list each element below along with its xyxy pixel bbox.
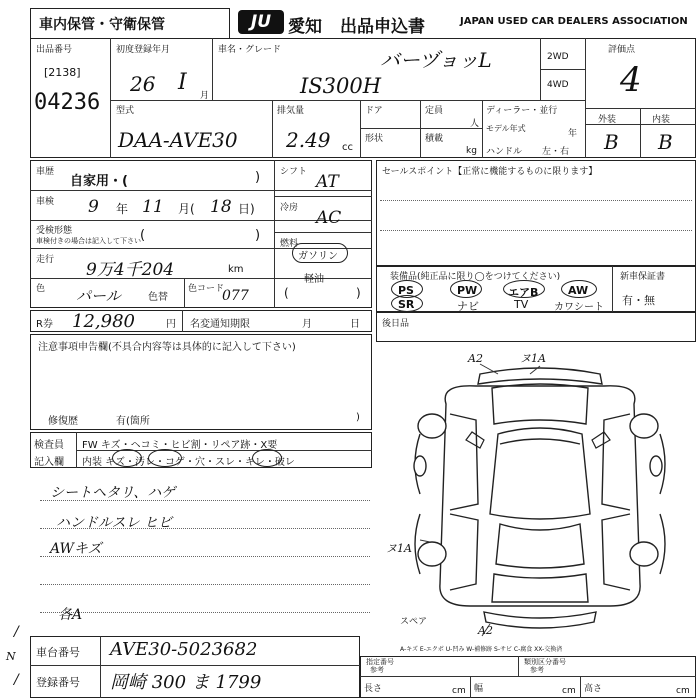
lot-number: 04236 — [34, 90, 101, 115]
side-mark-slash2: / — [14, 672, 19, 688]
inspection-day: 18 — [210, 197, 232, 217]
header-prefecture: 愛知 — [288, 17, 322, 37]
color-code: 077 — [222, 288, 249, 304]
receive-label: 受検形態 — [36, 226, 73, 236]
registration-month-unit: 月 — [200, 91, 210, 101]
page-title: 出品申込書 — [340, 17, 425, 37]
receive-sub: 車検付きの場合は記入して下さい — [36, 237, 141, 245]
history-label: 車歴 — [36, 167, 55, 177]
inspection-label: 車検 — [36, 197, 55, 207]
inspector-circle-1 — [112, 449, 142, 467]
fuel-close: ) — [356, 286, 361, 300]
history-value: 自家用・( — [70, 174, 128, 189]
score-int-label: 内装 — [652, 115, 671, 125]
door-shape: 形状 — [365, 134, 384, 144]
score-value: 4 — [620, 60, 642, 100]
side-mark-slash1: / — [14, 624, 19, 640]
score-int: B — [658, 130, 673, 154]
inspection-y: 年 — [116, 202, 129, 216]
inspector-row2: 内装 キズ・汚レ・コゲ・穴・スレ・キレ・破レ — [82, 457, 295, 468]
diagram-u1a-left: ヌ1A — [386, 542, 412, 555]
color-value: パール — [76, 287, 121, 305]
inspector-row1: FW キズ・ヘコミ・ヒビ割・リペア跡・X要 — [82, 440, 278, 451]
score-ext: B — [604, 130, 619, 154]
note-3: AWキズ — [50, 541, 102, 557]
displacement-unit: cc — [342, 142, 353, 153]
notice-day: 日 — [350, 319, 360, 330]
lot-label: 出品番号 — [36, 45, 73, 55]
mileage-value: 9万4千204 — [86, 260, 175, 280]
spec-length-unit: cm — [452, 686, 466, 696]
model-year-label: モデル年式 — [486, 124, 526, 133]
chassis-value: AVE30-5023682 — [110, 639, 258, 660]
chassis-label: 車台番号 — [36, 646, 80, 659]
fuel-diesel: 軽油 — [304, 274, 324, 285]
inspector-circle-3 — [252, 449, 282, 467]
registration-era: I — [178, 70, 187, 95]
side-mark-n: N — [6, 650, 16, 663]
equip-airbag: エアB — [508, 286, 539, 299]
receive-close: ) — [255, 228, 261, 243]
car-grade: IS300H — [300, 74, 382, 98]
displacement-label: 排気量 — [277, 106, 305, 116]
load-label: 積載 — [425, 134, 444, 144]
equip-pw-circle — [450, 280, 482, 298]
displacement-value: 2.49 — [286, 128, 331, 152]
equip-sr: SR — [398, 298, 415, 311]
mileage-label: 走行 — [36, 255, 55, 265]
spec-label: 指定番号 — [366, 658, 394, 666]
repair-label: 修復歴 — [48, 416, 78, 427]
handle-label: ハンドル — [486, 147, 523, 157]
capacity-unit: 人 — [470, 119, 480, 129]
equip-navi: ナビ — [457, 300, 479, 313]
spec-length: 長さ — [364, 684, 383, 694]
aircon-value: AC — [316, 208, 342, 228]
diagram-legend: A-キズ E-エクボ U-凹み W-補修跡 S-サビ C-腐食 XX-交換済 — [400, 646, 563, 653]
name-label: 車名・グレード — [218, 45, 282, 55]
mileage-unit: km — [228, 264, 244, 275]
after-items-label: 後日品 — [382, 319, 410, 329]
inspection-d: 日) — [238, 202, 255, 216]
car-damage-diagram — [380, 344, 696, 644]
handle-lr: 左・右 — [542, 147, 570, 157]
storage-tab-text: 車内保管・守衛保管 — [39, 17, 165, 33]
fuel-label: 燃料 — [280, 239, 299, 249]
recycle-unit: 円 — [166, 319, 176, 330]
warranty-value: 有・無 — [622, 294, 655, 307]
score-label: 評価点 — [608, 45, 636, 55]
registration-year: 26 — [130, 72, 156, 96]
equip-leather-seat: カワシート — [554, 302, 604, 313]
car-name: バーヅョッL — [380, 48, 492, 72]
notice-month: 月 — [302, 319, 312, 330]
capacity-label: 定員 — [425, 106, 444, 116]
recycle-label: R券 — [36, 319, 53, 330]
score-ext-label: 外装 — [598, 115, 617, 125]
spec-label2: 参考 — [370, 666, 384, 674]
receive-open: ( — [140, 228, 146, 243]
after-items-box — [376, 312, 696, 342]
equip-ps: PS — [398, 284, 414, 297]
registration-label: 初度登録年月 — [116, 45, 171, 55]
plate-value: 岡崎 300 ま 1799 — [110, 672, 262, 693]
lot-sub: [2138] — [44, 66, 81, 79]
door-label: ドア — [365, 106, 383, 116]
equip-pw: PW — [457, 284, 478, 297]
inspector-label2: 記入欄 — [34, 457, 64, 468]
storage-tab — [30, 8, 230, 38]
equip-aw: AW — [568, 284, 589, 297]
diagram-spare: スペア — [400, 617, 428, 627]
equip-sr-circle — [391, 295, 423, 312]
ju-logo — [238, 10, 284, 34]
recycle-value: 12,980 — [72, 311, 135, 332]
model-year-unit: 年 — [568, 129, 578, 139]
shift-label: シフト — [280, 167, 308, 177]
fuel-gas: ガソリン — [298, 251, 338, 262]
fuel-open: ( — [284, 286, 289, 300]
dealer-label: ディーラー・並行 — [486, 106, 558, 116]
sales-point-label: セールスポイント【正常に機能するものに限ります】 — [382, 167, 598, 177]
inspection-year: 9 — [88, 197, 99, 217]
note-1: シートヘタリ、ハゲ — [50, 485, 176, 501]
inspector-label1: 検査員 — [34, 440, 64, 451]
inspector-circle-2 — [148, 449, 182, 467]
equip-tv: TV — [514, 298, 529, 311]
model-label: 型式 — [116, 106, 135, 116]
diagram-a2-bottom: A2 — [478, 624, 493, 637]
caution-label: 注意事項申告欄(不具合内容等は具体的に記入して下さい) — [38, 342, 296, 353]
note-2: ハンドルスレ ヒビ — [56, 515, 173, 531]
spec-height: 高さ — [584, 684, 603, 694]
association-name: JAPAN USED CAR DEALERS ASSOCIATION — [460, 16, 688, 27]
warranty-label: 新車保証書 — [620, 272, 666, 282]
drive-2wd: 2WD — [547, 52, 569, 62]
ju-logo-text: JU — [250, 12, 272, 32]
notice-label: 名変通知期限 — [190, 319, 250, 330]
spec-height-unit: cm — [676, 686, 690, 696]
aircon-label: 冷房 — [280, 203, 299, 213]
spec-class2: 参考 — [530, 666, 544, 674]
drive-4wd: 4WD — [547, 80, 569, 90]
color-label: 色 — [36, 284, 46, 294]
side-mark-a: 各A — [58, 607, 83, 623]
equip-airbag-circle — [503, 280, 545, 298]
plate-label: 登録番号 — [36, 676, 80, 689]
spec-class: 類別区分番号 — [524, 658, 566, 666]
load-unit: kg — [466, 146, 477, 156]
shift-value: AT — [316, 172, 339, 192]
spec-width: 幅 — [474, 684, 484, 694]
repair-value: 有(箇所 — [116, 416, 150, 427]
history-close: ) — [255, 170, 261, 185]
inspection-month: 11 — [142, 197, 164, 217]
spec-width-unit: cm — [562, 686, 576, 696]
inspection-m: 月( — [178, 202, 195, 216]
equipment-label: 装備品(純正品に限り◯をつけてください) — [390, 272, 561, 282]
model-value: DAA-AVE30 — [118, 128, 238, 152]
diagram-a2-top: A2 — [468, 352, 483, 365]
color-code-label: 色コード — [188, 284, 225, 294]
diagram-u1a-top: ヌ1A — [520, 352, 546, 365]
equip-aw-circle — [561, 280, 597, 298]
color-swap: 色替 — [148, 292, 168, 303]
repair-close: ) — [356, 412, 360, 423]
